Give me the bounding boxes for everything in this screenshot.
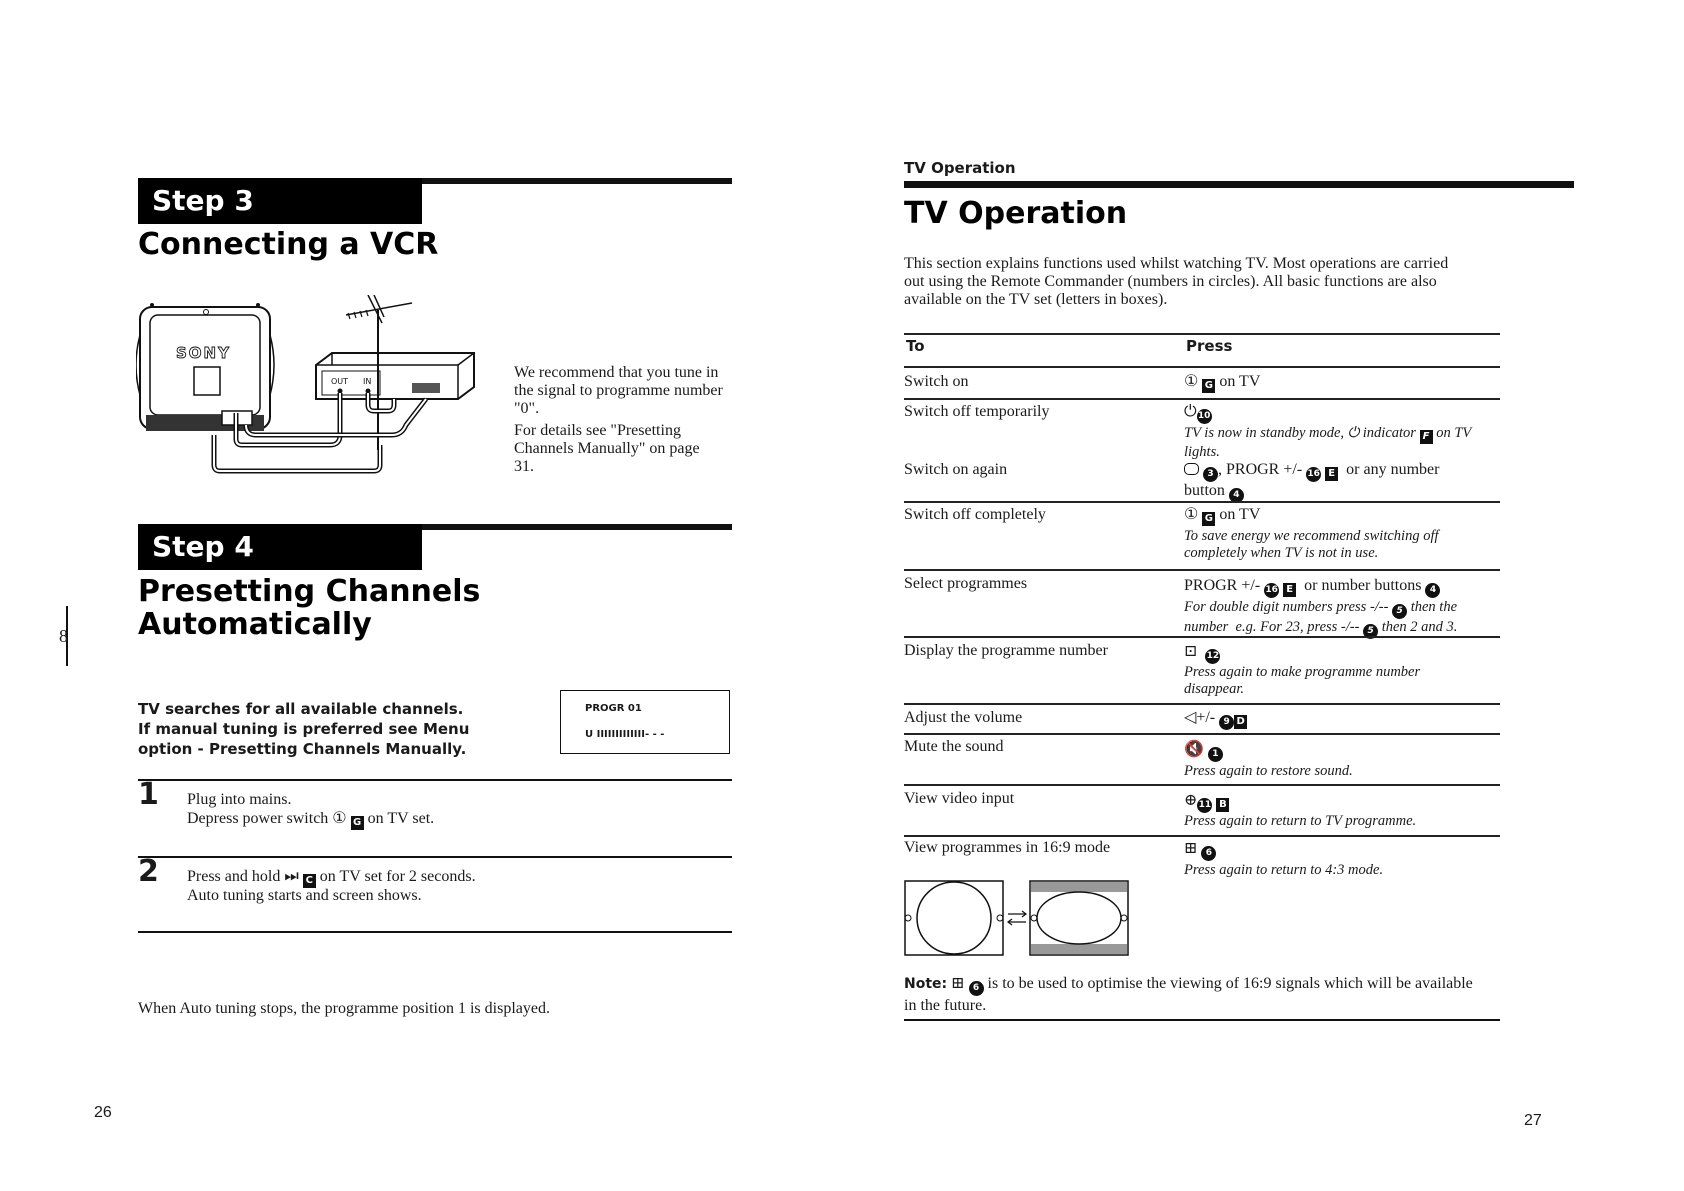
note-label: Note: <box>904 976 948 992</box>
row-switch-off-complete-press: ① G on TV <box>1184 506 1261 524</box>
step3-title: Connecting a VCR <box>138 227 439 262</box>
step1-line2 <box>187 810 434 830</box>
row-select-programmes-note: For double digit numbers press -/-- 5 then the number e.g. For 23, press -/-- 5 then 2 and 3. <box>1184 599 1479 639</box>
intro-line3: available on the TV set (letters in boxes). <box>904 291 1168 308</box>
row-display-number-to: Display the programme number <box>904 642 1108 659</box>
step2-line2: Auto tuning starts and screen shows. <box>187 887 422 904</box>
osd-tuning-bar: U IIIIIIIIIIIII- - - <box>585 729 665 740</box>
video-input-icon: ⊕ <box>1184 792 1198 809</box>
table-row-rule <box>904 835 1500 837</box>
step2-number: 2 <box>138 854 159 889</box>
page-number-right: 27 <box>1524 1112 1542 1129</box>
step4-bottom-rule <box>138 931 732 933</box>
table-row-rule <box>904 733 1500 735</box>
row-display-number-press: ⊡ 12 <box>1184 643 1479 664</box>
step1-line1: Plug into mains. <box>187 791 292 808</box>
table-row-rule <box>904 703 1500 705</box>
table-header-rule <box>904 366 1500 368</box>
row-adjust-volume-to: Adjust the volume <box>904 709 1023 726</box>
note-bottom-rule <box>904 1019 1500 1021</box>
volume-icon: ◁ <box>1184 709 1197 726</box>
tv-standby-icon <box>1184 463 1199 475</box>
row-switch-off-temp-note: TV is now in standby mode, ⏻ indicator F on TV lights. <box>1184 425 1471 460</box>
step4-title-line1: Presetting Channels <box>138 574 481 609</box>
row-select-programmes-to: Select programmes <box>904 575 1028 592</box>
table-header-press: Press <box>1186 337 1233 355</box>
table-row-rule <box>904 501 1500 503</box>
running-header: TV Operation <box>904 159 1016 177</box>
row-display-number-note: Press again to make programme number disappear. <box>1184 664 1421 697</box>
intro-line2: out using the Remote Commander (numbers in circles). All basic functions are also <box>904 273 1437 290</box>
osd-screen-box <box>560 690 730 754</box>
tv-brand-logo: SONY <box>176 344 231 362</box>
page-number-left: 26 <box>94 1104 112 1121</box>
row-select-programmes-press: PROGR +/- 16 E or number buttons 4 <box>1184 577 1479 598</box>
power-switch-icon: ① <box>332 810 347 827</box>
auto-tune-icon: ⏭ <box>284 868 299 885</box>
table-top-rule <box>904 333 1500 335</box>
wide-mode-icon: ⊞ <box>1184 840 1198 857</box>
step1-line2-post: on TV set. <box>367 810 435 827</box>
row-wide-mode-note: Press again to return to 4:3 mode. <box>1184 862 1384 878</box>
note-text: Note: ⊞ 6 is to be used to optimise the viewing of 16:9 signals which will be available in the future. <box>904 975 1473 1014</box>
row-mute-press: 🔇 1 <box>1184 741 1479 762</box>
step1-rule <box>138 779 732 781</box>
binding-mark-eight: 8 <box>59 626 68 646</box>
note-icon: ⊞ <box>951 975 965 992</box>
row-video-input-note: Press again to return to TV programme. <box>1184 813 1417 829</box>
wide-mode-illustration <box>904 880 1130 956</box>
intro-line1: This section explains functions used whilst watching TV. Most operations are carried <box>904 255 1449 272</box>
vcr-out-label: OUT <box>331 377 349 386</box>
step2-line1-post: on TV set for 2 seconds. <box>319 868 476 885</box>
table-header-to: To <box>906 337 925 355</box>
step4-intro-line3: option - Presetting Channels Manually. <box>138 740 467 758</box>
step4-title-line2: Automatically <box>138 607 372 642</box>
table-row-rule <box>904 398 1500 400</box>
display-info-icon: ⊡ <box>1184 643 1198 660</box>
table-row-rule <box>904 569 1500 571</box>
row-wide-mode-to: View programmes in 16:9 mode <box>904 839 1111 856</box>
header-rule <box>904 181 1574 188</box>
vcr-details-text: For details see "Presetting Channels Manually" on page 31. <box>514 422 700 475</box>
tv-button-c-box: C <box>303 874 316 888</box>
step1-number: 1 <box>138 777 159 812</box>
table-row-rule <box>904 784 1500 786</box>
row-switch-off-complete-note: To save energy we recommend switching off completely when TV is not in use. <box>1184 528 1439 561</box>
row-video-input-to: View video input <box>904 790 1015 807</box>
vcr-in-label: IN <box>363 377 372 386</box>
mute-icon: 🔇 <box>1184 741 1204 758</box>
row-adjust-volume-press: ◁+/- 9 D <box>1184 709 1479 730</box>
row-switch-off-complete-to: Switch off completely <box>904 506 1046 523</box>
row-switch-on-to: Switch on <box>904 373 969 390</box>
vcr-connection-diagram <box>136 295 481 500</box>
step2-line1-pre: Press and hold <box>187 868 281 885</box>
row-switch-on-press: ① G on TV <box>1184 373 1261 391</box>
vcr-recommend-text: We recommend that you tune in the signal to programme number "0". <box>514 364 723 417</box>
row-video-input-press: ⊕11 B <box>1184 792 1479 813</box>
step4-badge: Step 4 <box>138 524 422 570</box>
row-mute-note: Press again to restore sound. <box>1184 763 1353 779</box>
step2-line1 <box>187 868 476 888</box>
row-switch-off-temp-press <box>1184 403 1479 424</box>
section-intro <box>904 255 1564 309</box>
tv-button-g-box: G <box>351 816 364 830</box>
step3-badge: Step 3 <box>138 178 422 224</box>
row-switch-off-temp-to: Switch off temporarily <box>904 403 1050 420</box>
step4-intro-line1: TV searches for all available channels. <box>138 700 464 718</box>
row-switch-on-again-press: 3 , PROGR +/- 16 E or any number button 4 <box>1184 461 1479 503</box>
step1-line2-pre: Depress power switch <box>187 810 329 827</box>
auto-tuning-footer: When Auto tuning stops, the programme position 1 is displayed. <box>138 1000 550 1017</box>
section-title: TV Operation <box>904 196 1128 231</box>
remote-button-10: 10 <box>1197 409 1212 424</box>
row-wide-mode-press: ⊞ 6 <box>1184 840 1479 861</box>
osd-progr-line: PROGR 01 <box>585 703 642 714</box>
table-row-rule <box>904 636 1500 638</box>
step4-intro-line2: If manual tuning is preferred see Menu <box>138 720 470 738</box>
row-mute-to: Mute the sound <box>904 738 1004 755</box>
standby-icon: ⏻ <box>1184 403 1197 420</box>
step4-intro <box>138 699 469 759</box>
row-switch-on-again-to: Switch on again <box>904 461 1008 478</box>
step2-rule <box>138 856 732 858</box>
